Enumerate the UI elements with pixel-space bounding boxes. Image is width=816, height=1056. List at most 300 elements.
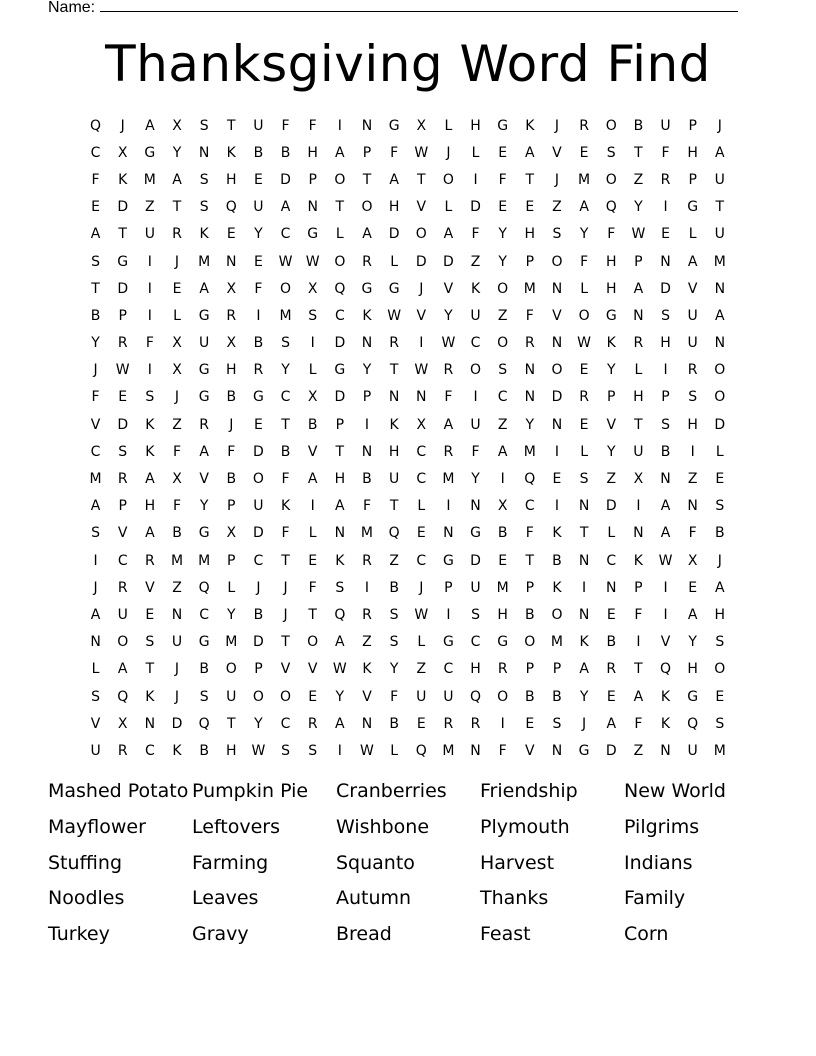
grid-row — [82, 384, 734, 411]
grid-letter: N — [687, 498, 698, 515]
grid-letter: M — [198, 552, 211, 569]
grid-letter: B — [362, 471, 372, 488]
grid-letter: O — [361, 199, 373, 216]
grid-letter: Y — [444, 307, 453, 324]
grid-letter: X — [416, 416, 427, 433]
grid-letter: P — [634, 579, 643, 596]
grid-letter: V — [552, 144, 562, 161]
grid-letter: X — [226, 525, 237, 542]
word-bank-item: Leaves — [192, 887, 259, 910]
grid-letter: F — [661, 144, 670, 161]
grid-letter: X — [172, 362, 182, 379]
grid-letter: U — [470, 579, 481, 596]
grid-letter: I — [554, 498, 560, 515]
grid-letter: Y — [498, 253, 507, 270]
grid-letter: O — [307, 634, 319, 651]
grid-letter: R — [362, 606, 372, 623]
grid-row — [82, 547, 734, 574]
grid-letter: I — [147, 307, 152, 324]
grid-letter: I — [582, 579, 587, 596]
grid-letter: H — [334, 471, 346, 488]
grid-letter: B — [226, 471, 237, 488]
grid-letter: U — [144, 226, 155, 243]
grid-letter: D — [551, 389, 563, 406]
grid-letter: I — [500, 471, 505, 488]
grid-letter: M — [442, 471, 455, 488]
grid-letter: T — [145, 661, 155, 678]
grid-letter: O — [442, 171, 454, 188]
grid-letter: P — [308, 171, 317, 188]
grid-letter: D — [117, 280, 129, 297]
grid-letter: S — [688, 389, 698, 406]
grid-letter: F — [444, 389, 453, 406]
grid-letter: N — [660, 742, 671, 759]
grid-row — [82, 112, 734, 139]
grid-letter: L — [471, 144, 480, 161]
grid-letter: A — [443, 416, 454, 433]
grid-letter: U — [226, 688, 237, 705]
grid-letter: M — [143, 171, 156, 188]
word-bank-item: Noodles — [48, 887, 125, 910]
grid-letter: O — [578, 307, 590, 324]
name-write-in-rule — [100, 0, 738, 12]
grid-letter: H — [714, 606, 726, 623]
grid-row — [82, 574, 734, 601]
grid-letter: B — [172, 525, 182, 542]
grid-letter: M — [578, 171, 591, 188]
grid-letter: G — [198, 634, 210, 651]
grid-letter: F — [362, 498, 371, 515]
grid-letter: N — [361, 335, 373, 352]
grid-letter: I — [337, 117, 342, 134]
grid-letter: R — [117, 742, 128, 759]
grid-row — [82, 330, 734, 357]
grid-letter: M — [279, 307, 292, 324]
grid-letter: X — [416, 117, 427, 134]
grid-letter: M — [170, 552, 184, 569]
grid-letter: B — [307, 416, 318, 433]
grid-letter: D — [117, 199, 129, 216]
grid-letter: U — [687, 307, 698, 324]
grid-letter: O — [551, 253, 563, 270]
grid-letter: A — [145, 117, 155, 134]
grid-letter: H — [226, 742, 237, 759]
grid-letter: A — [90, 498, 101, 515]
grid-letter: N — [470, 742, 481, 759]
grid-letter: W — [278, 253, 293, 270]
grid-letter: A — [497, 443, 508, 460]
grid-letter: R — [443, 715, 454, 732]
grid-letter: P — [688, 171, 697, 188]
grid-letter: L — [227, 579, 236, 596]
grid-letter: B — [660, 443, 671, 460]
grid-letter: O — [280, 688, 292, 705]
grid-letter: C — [443, 661, 454, 678]
word-bank-item: Stuffing — [48, 851, 123, 874]
grid-letter: E — [416, 715, 426, 732]
grid-letter: U — [687, 335, 698, 352]
grid-letter: O — [280, 280, 292, 297]
grid-letter: C — [416, 552, 427, 569]
grid-letter: F — [390, 688, 399, 705]
grid-letter: D — [714, 416, 726, 433]
grid-letter: Q — [334, 606, 346, 623]
grid-letter: G — [578, 742, 590, 759]
grid-letter: X — [117, 715, 128, 732]
grid-letter: Q — [198, 715, 210, 732]
grid-letter: I — [663, 199, 668, 216]
grid-letter: M — [89, 471, 102, 488]
grid-letter: U — [687, 742, 698, 759]
grid-letter: O — [497, 688, 509, 705]
grid-letter: S — [389, 634, 399, 651]
grid-letter: N — [578, 552, 590, 569]
grid-letter: G — [198, 307, 210, 324]
grid-letter: T — [525, 171, 535, 188]
grid-letter: Z — [416, 661, 427, 678]
grid-letter: X — [117, 144, 128, 161]
grid-letter: Z — [633, 742, 644, 759]
grid-letter: D — [253, 525, 264, 542]
grid-letter: T — [389, 362, 399, 379]
grid-letter: G — [144, 144, 156, 161]
grid-letter: H — [605, 280, 617, 297]
grid-letter: I — [663, 579, 668, 596]
grid-letter: Q — [90, 117, 102, 134]
grid-letter: S — [199, 199, 209, 216]
grid-letter: V — [416, 307, 427, 324]
grid-letter: D — [253, 634, 264, 651]
grid-letter: Z — [633, 171, 644, 188]
grid-letter: S — [281, 335, 290, 352]
grid-letter: Q — [687, 715, 699, 732]
grid-letter: B — [552, 552, 562, 569]
grid-letter: D — [470, 199, 481, 216]
grid-letter: F — [172, 443, 182, 460]
grid-letter: S — [715, 498, 725, 515]
grid-letter: R — [226, 307, 237, 324]
grid-letter: I — [364, 579, 370, 596]
grid-letter: M — [442, 742, 455, 759]
grid-letter: N — [714, 335, 726, 352]
grid-letter: L — [417, 634, 426, 651]
grid-letter: P — [362, 144, 372, 161]
grid-row — [82, 493, 734, 520]
grid-letter: C — [199, 606, 210, 623]
grid-letter: O — [551, 606, 563, 623]
word-bank-item: Gravy — [192, 923, 249, 946]
grid-letter: C — [90, 443, 101, 460]
grid-letter: R — [117, 579, 128, 596]
grid-letter: N — [388, 389, 400, 406]
grid-letter: C — [606, 552, 617, 569]
grid-letter: A — [389, 171, 399, 188]
grid-row — [82, 139, 734, 166]
grid-letter: A — [633, 688, 644, 705]
grid-letter: Z — [470, 253, 481, 270]
grid-letter: D — [470, 552, 481, 569]
grid-letter: N — [361, 117, 373, 134]
grid-letter: S — [552, 715, 562, 732]
grid-letter: G — [252, 389, 264, 406]
grid-letter: N — [633, 525, 644, 542]
grid-letter: K — [145, 443, 155, 460]
grid-row — [82, 520, 734, 547]
grid-letter: C — [90, 144, 101, 161]
grid-letter: T — [281, 416, 290, 433]
grid-letter: U — [253, 117, 264, 134]
grid-letter: P — [335, 416, 345, 433]
grid-letter: T — [335, 443, 345, 460]
grid-letter: E — [579, 144, 589, 161]
grid-letter: T — [579, 525, 589, 542]
grid-letter: Y — [498, 226, 507, 243]
grid-letter: L — [390, 742, 399, 759]
grid-letter: H — [470, 661, 481, 678]
grid-letter: R — [633, 335, 644, 352]
grid-row — [82, 166, 734, 193]
grid-letter: K — [552, 579, 562, 596]
grid-letter: S — [308, 307, 318, 324]
grid-letter: H — [226, 171, 237, 188]
grid-letter: S — [661, 307, 670, 324]
grid-letter: G — [442, 634, 454, 651]
grid-letter: I — [663, 362, 668, 379]
grid-letter: A — [715, 144, 725, 161]
grid-letter: N — [226, 253, 237, 270]
grid-letter: O — [605, 171, 617, 188]
grid-letter: B — [253, 144, 264, 161]
word-bank-item: Feast — [480, 923, 531, 946]
grid-letter: G — [605, 307, 617, 324]
grid-letter: N — [361, 715, 373, 732]
grid-letter: F — [254, 280, 263, 297]
grid-letter: E — [525, 199, 535, 216]
grid-letter: L — [444, 117, 453, 134]
grid-letter: G — [198, 362, 210, 379]
grid-letter: K — [280, 498, 291, 515]
grid-letter: L — [91, 661, 100, 678]
grid-letter: U — [253, 199, 264, 216]
grid-letter: F — [580, 253, 589, 270]
grid-letter: Y — [634, 199, 643, 216]
grid-letter: H — [660, 335, 671, 352]
grid-letter: S — [199, 171, 209, 188]
word-bank-item: Leftovers — [192, 815, 281, 838]
grid-letter: H — [470, 117, 481, 134]
grid-letter: M — [713, 253, 726, 270]
grid-letter: K — [552, 525, 562, 542]
word-bank-item: Harvest — [480, 851, 555, 874]
grid-letter: V — [199, 471, 209, 488]
grid-letter: W — [251, 742, 266, 759]
grid-letter: K — [118, 171, 128, 188]
grid-letter: P — [362, 389, 372, 406]
grid-row — [82, 275, 734, 302]
grid-letter: A — [335, 715, 345, 732]
grid-letter: F — [308, 117, 317, 134]
grid-letter: R — [199, 416, 209, 433]
grid-letter: F — [227, 443, 236, 460]
grid-letter: U — [253, 498, 264, 515]
grid-letter: D — [605, 742, 617, 759]
grid-letter: Y — [281, 362, 290, 379]
name-label: Name: — [48, 0, 96, 16]
grid-letter: U — [714, 226, 725, 243]
grid-letter: J — [174, 389, 180, 406]
grid-letter: S — [199, 117, 209, 134]
grid-letter: S — [661, 416, 670, 433]
grid-letter: G — [198, 389, 210, 406]
grid-letter: F — [281, 117, 290, 134]
grid-letter: N — [551, 742, 563, 759]
grid-letter: G — [198, 525, 210, 542]
grid-letter: B — [199, 661, 209, 678]
grid-letter: G — [307, 226, 319, 243]
grid-letter: P — [118, 498, 127, 515]
word-bank-item: Mayflower — [48, 815, 146, 838]
grid-letter: S — [91, 688, 101, 705]
grid-letter: Z — [362, 634, 372, 651]
grid-letter: L — [335, 226, 344, 243]
grid-letter: L — [607, 525, 616, 542]
grid-letter: A — [443, 226, 454, 243]
grid-letter: R — [443, 362, 454, 379]
grid-row — [82, 438, 734, 465]
grid-letter: I — [636, 498, 641, 515]
word-bank-item: Turkey — [48, 923, 110, 946]
grid-letter: W — [387, 307, 402, 324]
grid-letter: N — [524, 362, 536, 379]
grid-letter: O — [252, 471, 264, 488]
grid-letter: S — [498, 362, 508, 379]
grid-letter: F — [145, 335, 154, 352]
grid-letter: Y — [362, 362, 372, 379]
grid-letter: O — [605, 117, 617, 134]
grid-letter: X — [497, 498, 508, 515]
grid-letter: W — [305, 253, 320, 270]
grid-letter: U — [388, 471, 400, 488]
grid-letter: K — [226, 144, 236, 161]
grid-letter: I — [446, 606, 451, 623]
grid-letter: Y — [254, 226, 263, 243]
grid-letter: F — [308, 579, 317, 596]
grid-letter: V — [280, 661, 291, 678]
grid-letter: R — [117, 335, 128, 352]
grid-letter: Q — [225, 199, 237, 216]
grid-letter: M — [496, 579, 509, 596]
grid-letter: Y — [199, 498, 209, 515]
grid-letter: E — [579, 362, 589, 379]
grid-letter: L — [390, 253, 399, 270]
grid-letter: R — [660, 171, 671, 188]
grid-letter: V — [117, 525, 128, 542]
grid-letter: P — [254, 661, 263, 678]
grid-letter: A — [172, 171, 182, 188]
grid-letter: G — [442, 552, 454, 569]
grid-letter: A — [579, 199, 589, 216]
grid-letter: I — [310, 335, 315, 352]
grid-row — [82, 465, 734, 492]
grid-row — [82, 248, 734, 275]
word-bank-item: Plymouth — [480, 815, 570, 838]
grid-letter: F — [634, 715, 643, 732]
grid-letter: V — [145, 579, 155, 596]
grid-letter: R — [579, 389, 589, 406]
grid-letter: J — [120, 117, 125, 134]
grid-letter: R — [307, 715, 318, 732]
grid-letter: L — [634, 362, 643, 379]
grid-letter: V — [362, 688, 372, 705]
word-bank-item: Friendship — [480, 780, 578, 802]
grid-letter: J — [174, 253, 180, 270]
grid-letter: F — [91, 389, 100, 406]
grid-letter: R — [470, 715, 481, 732]
grid-letter: B — [280, 144, 291, 161]
grid-letter: K — [470, 280, 481, 297]
grid-letter: H — [687, 416, 698, 433]
grid-letter: D — [280, 171, 291, 188]
grid-letter: J — [554, 171, 560, 188]
grid-letter: N — [198, 144, 210, 161]
grid-letter: D — [171, 715, 183, 732]
grid-letter: L — [417, 498, 426, 515]
grid-letter: H — [524, 226, 536, 243]
word-bank — [48, 776, 768, 955]
grid-letter: E — [91, 199, 100, 216]
grid-letter: C — [334, 307, 345, 324]
grid-letter: B — [606, 634, 617, 651]
grid-letter: Q — [605, 199, 617, 216]
grid-letter: E — [253, 171, 263, 188]
grid-letter: K — [145, 416, 155, 433]
grid-letter: S — [579, 471, 589, 488]
grid-letter: M — [550, 634, 563, 651]
puzzle-title: Thanksgiving Word Find — [105, 35, 711, 93]
grid-letter: C — [470, 335, 481, 352]
grid-letter: C — [416, 471, 427, 488]
grid-letter: P — [444, 579, 453, 596]
grid-letter: T — [389, 498, 399, 515]
grid-letter: U — [443, 688, 454, 705]
grid-letter: O — [714, 389, 726, 406]
grid-row — [82, 411, 734, 438]
grid-letter: Y — [688, 634, 697, 651]
grid-letter: B — [389, 579, 399, 596]
grid-letter: A — [199, 443, 209, 460]
grid-letter: P — [634, 253, 643, 270]
grid-letter: N — [416, 389, 427, 406]
grid-letter: A — [145, 471, 155, 488]
grid-letter: S — [715, 715, 725, 732]
grid-letter: Z — [497, 307, 508, 324]
grid-letter: Y — [172, 144, 182, 161]
grid-letter: A — [145, 525, 155, 542]
word-bank-item: Squanto — [336, 851, 415, 874]
grid-letter: Y — [525, 416, 535, 433]
grid-letter: T — [715, 199, 725, 216]
grid-letter: C — [524, 498, 535, 515]
word-bank-item: Cranberries — [336, 780, 447, 802]
grid-letter: E — [253, 416, 263, 433]
grid-letter: E — [308, 688, 318, 705]
grid-letter: A — [715, 307, 725, 324]
grid-letter: X — [172, 471, 182, 488]
grid-row — [82, 683, 734, 710]
grid-letter: H — [307, 144, 318, 161]
grid-letter: N — [307, 199, 318, 216]
grid-letter: B — [226, 389, 237, 406]
